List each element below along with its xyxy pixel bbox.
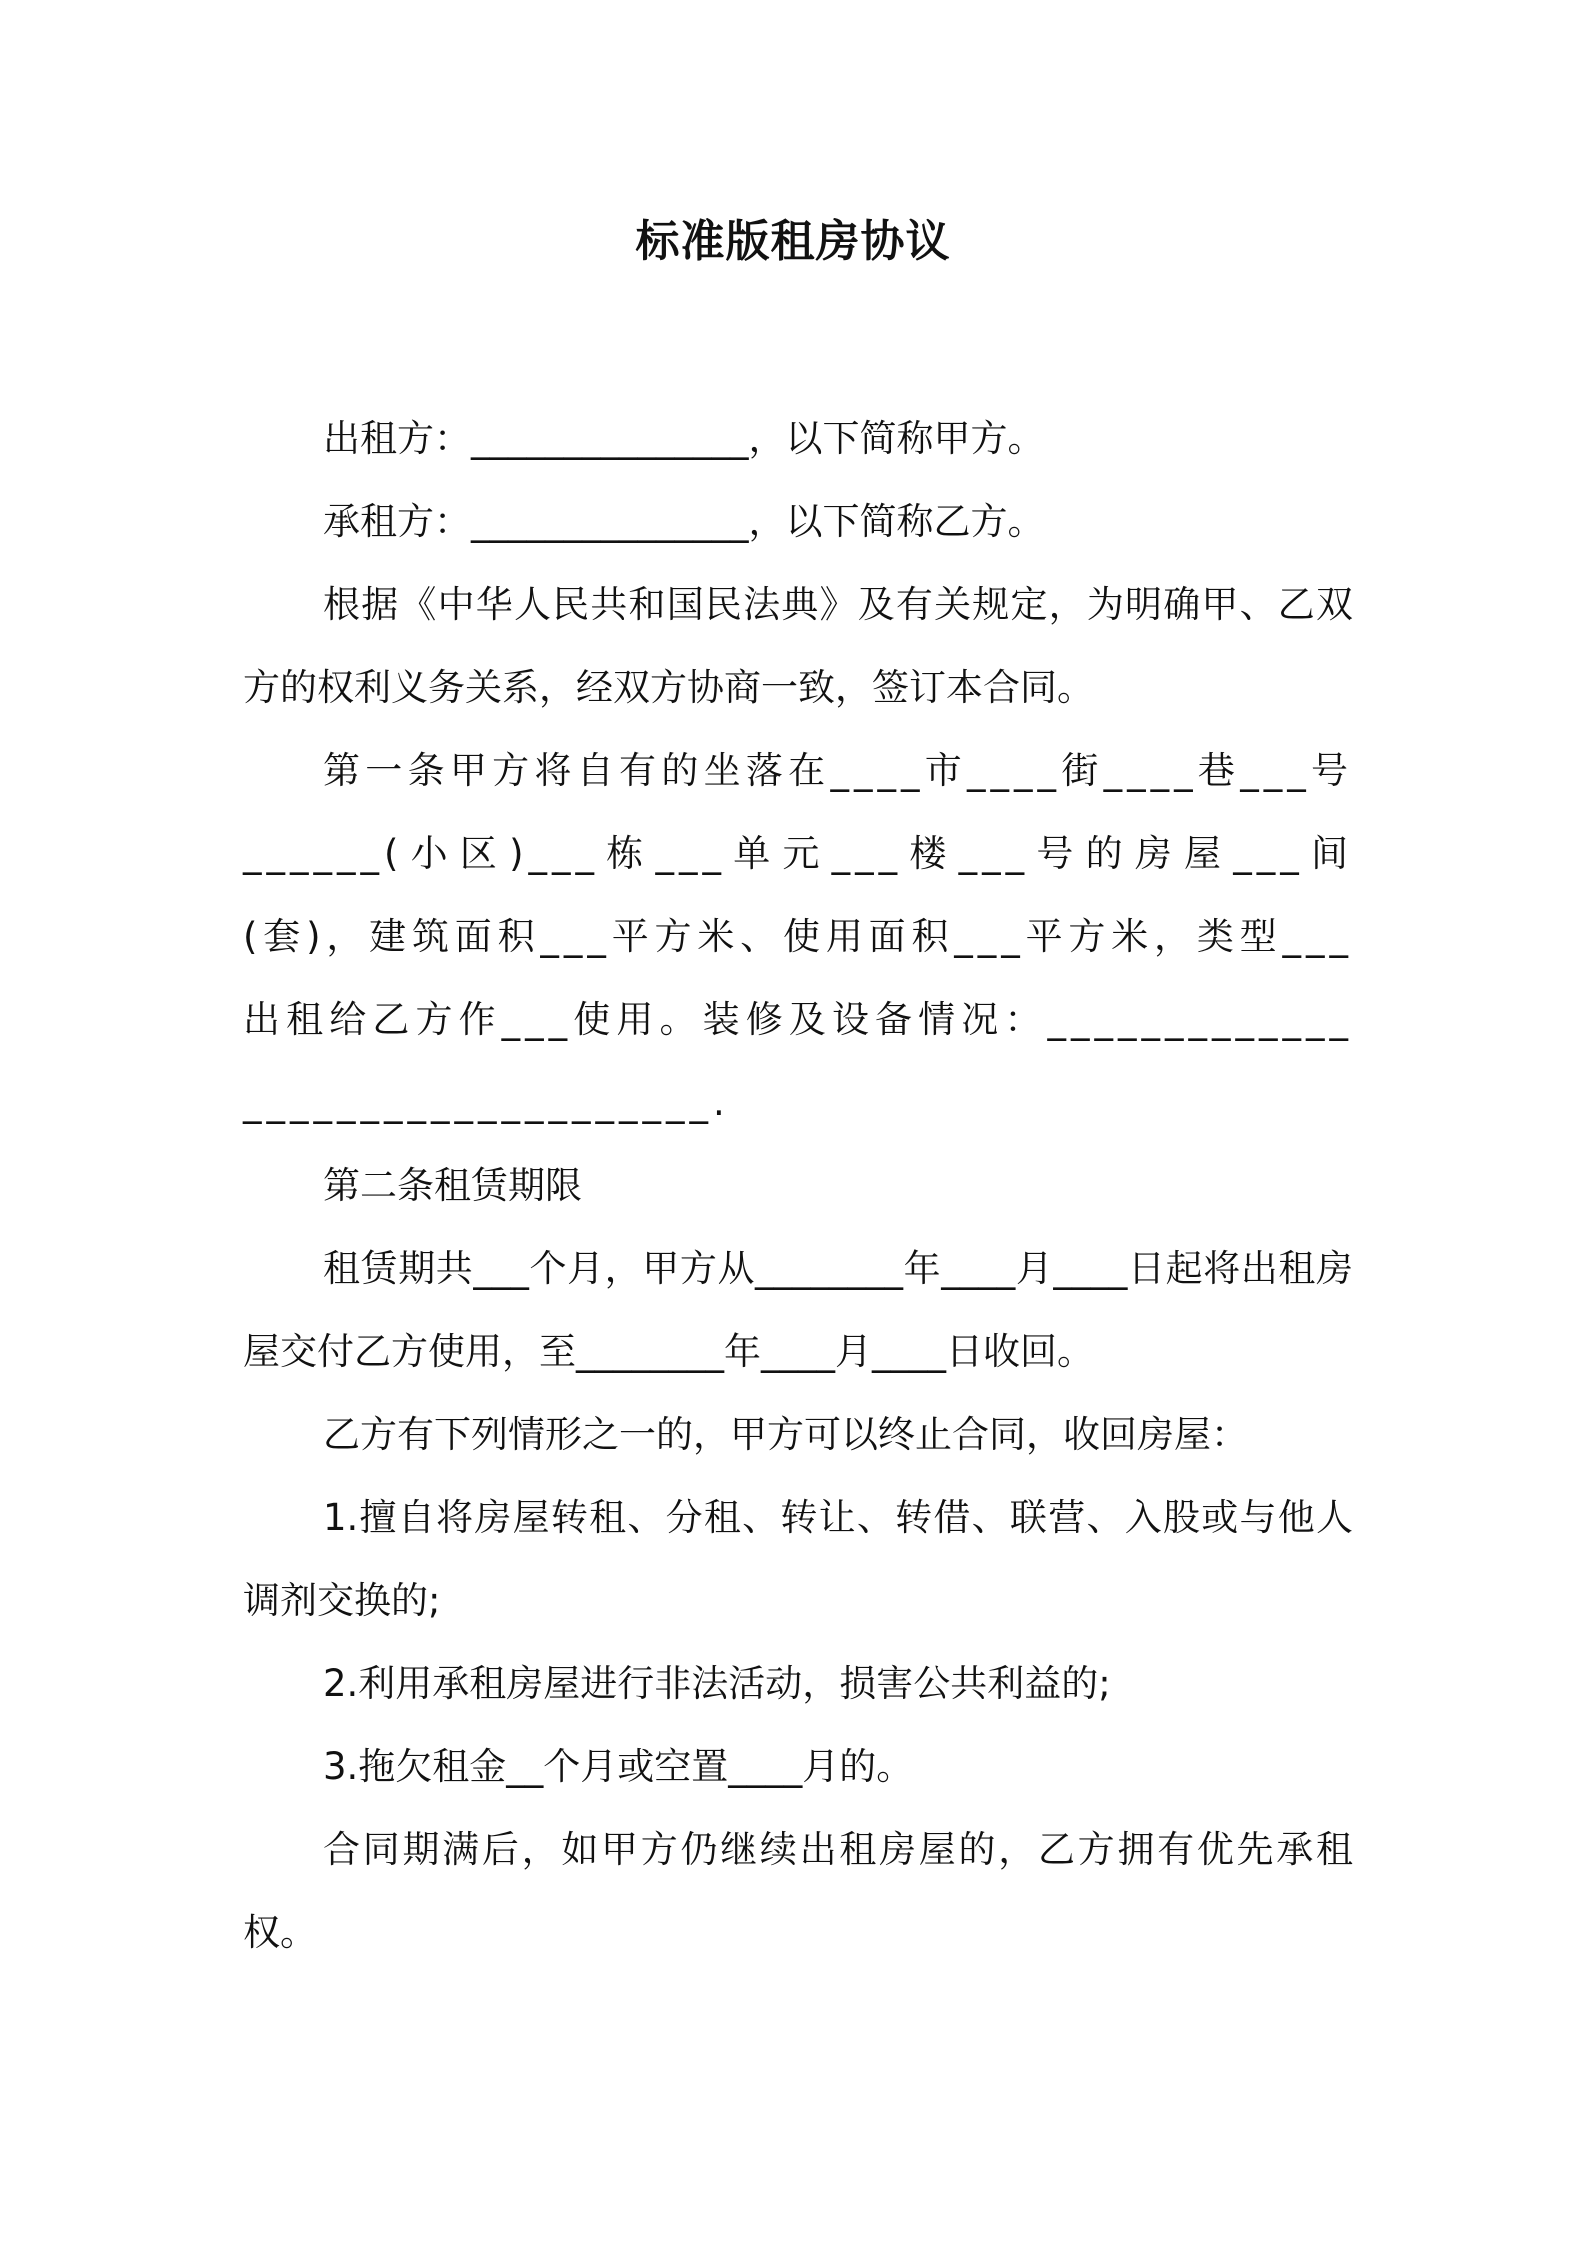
document-title: 标准版租房协议 xyxy=(635,216,951,267)
termination-item-2: 2.利用承租房屋进行非法活动，损害公共利益的; xyxy=(323,1662,1111,1705)
lessee-line: 承租方：_______________，以下简称乙方。 xyxy=(323,500,1045,543)
document-body xyxy=(243,397,1353,1974)
priority-renewal-paragraph: 合同期满后，如甲方仍继续出租房屋的，乙方拥有优先承租权。 xyxy=(243,1828,1353,1954)
article-two-heading: 第二条租赁期限 xyxy=(323,1164,582,1207)
termination-item-1: 1.擅自将房屋转租、分租、转让、转借、联营、入股或与他人调剂交换的; xyxy=(243,1496,1353,1622)
lessor-line: 出租方：_______________，以下简称甲方。 xyxy=(323,417,1045,460)
legal-basis-paragraph: 根据《中华人民共和国民法典》及有关规定，为明确甲、乙双方的权利义务关系，经双方协商一致，签订本合同。 xyxy=(243,583,1353,709)
lease-term-paragraph: 租赁期共___个月，甲方从________年____月____日起将出租房屋交付乙方使用，至________年____月____日收回。 xyxy=(243,1247,1353,1373)
termination-intro: 乙方有下列情形之一的，甲方可以终止合同，收回房屋： xyxy=(323,1413,1248,1456)
termination-item-3: 3.拖欠租金__个月或空置____月的。 xyxy=(323,1745,914,1788)
article-one-paragraph: 第一条甲方将自有的坐落在____市____街____巷___号______(小区)___栋___单元___楼___号的房屋___间(套)，建筑面积___平方米、使用面积___平方米，类型___出租给乙方作___使用。装修及设备情况：_________________________________. xyxy=(243,749,1353,1124)
